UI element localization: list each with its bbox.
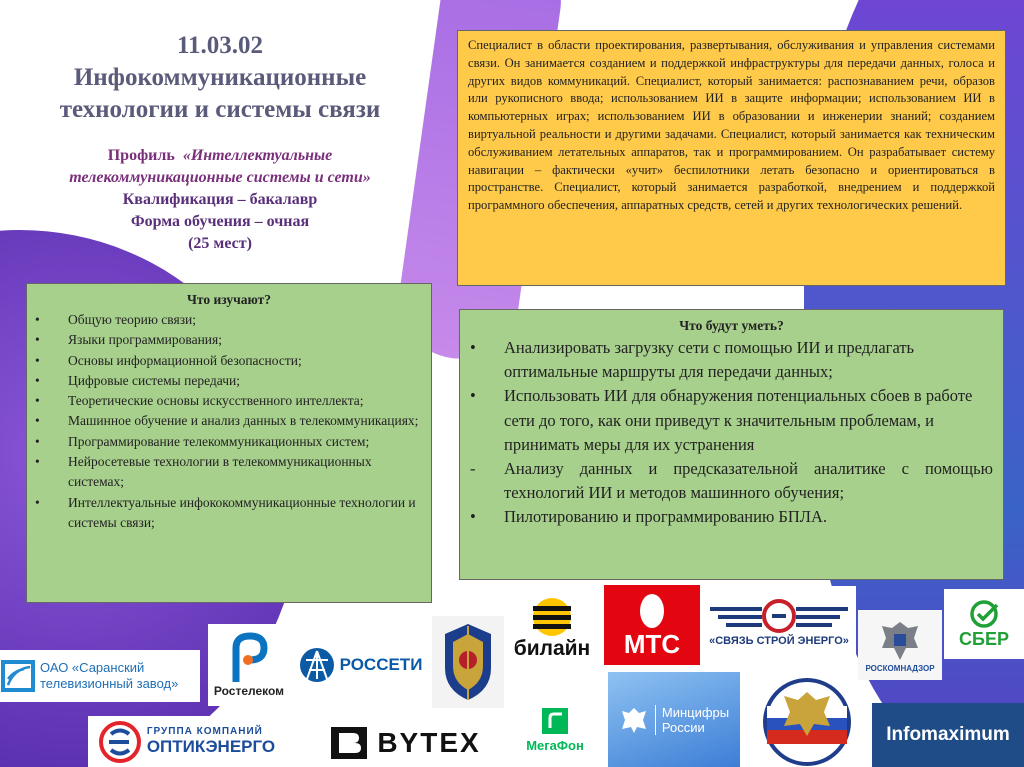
mts-name: МТС — [623, 629, 681, 659]
sber-logo — [944, 589, 1024, 659]
svyaz-stroy-energo-logo — [702, 586, 856, 658]
mts-egg-icon — [637, 592, 667, 630]
saransk-name-line2: телевизионный завод» — [40, 676, 179, 691]
profile-block — [20, 145, 420, 255]
sber-check-icon — [967, 599, 1001, 629]
skills-heading: Что будут уметь? — [679, 318, 784, 333]
infomaximum-logo — [872, 703, 1024, 767]
rostelecom-icon — [226, 632, 272, 684]
study-subjects-box — [26, 283, 432, 603]
rosseti-name: РОССЕТИ — [339, 655, 423, 674]
program-title-line2: технологии и системы связи — [59, 96, 381, 123]
saransk-tv-logo — [0, 650, 200, 702]
program-code: 11.03.02 — [176, 32, 264, 59]
list-item: • Машинное обучение и анализ данных в телекоммуникациях; — [35, 413, 419, 429]
skills-box — [459, 309, 1004, 580]
page-title — [20, 30, 420, 126]
list-item: • Основы информационной безопасности; — [35, 352, 302, 368]
mvd-logo — [746, 676, 868, 767]
optikenergo-name: ОПТИКЭНЕРГО — [146, 737, 276, 756]
mincifry-eagle-icon — [619, 705, 649, 735]
megafon-logo — [506, 690, 604, 767]
bytex-icon — [329, 725, 369, 761]
specialist-description-text: Специалист в области проектирования, развертывания, обслуживания и управления системами связи. Он занимается созданием и поддержкой инфраструктуры для передачи данных, голоса и других видов коммуникаций. Специалист, который занимается: распознаванием речи, образов или рукописного ввода; использованием ИИ в защите информации; использованием ИИ в компьютерных играх; использованием ИИ в образовании и инженерии знаний; созданием виртуальной реальности и другими задачами. Специалист, который занимается как техническим обслуживанием летательных аппаратов, так и программированием. Он разрабатывает систему навигации – фактически «учит» беспилотники летать безопасно и ориентироваться в пространстве. Специалист, который занимается разработкой, внедрением и поддержкой программного обеспечения, аппаратных средств, сетей и других технологических решений. — [468, 38, 995, 213]
bytex-name: BYTEX — [377, 727, 481, 758]
study-list — [35, 310, 423, 533]
study-form: Форма обучения – очная — [130, 213, 310, 230]
profile-label: Профиль — [107, 147, 175, 164]
rosseti-logo — [290, 626, 430, 704]
specialist-description-box — [457, 30, 1006, 286]
fsb-emblem-icon — [439, 620, 497, 704]
seats-count: (25 мест) — [188, 235, 252, 252]
rostelecom-logo — [208, 624, 290, 706]
infomaximum-name: Infomaximum — [886, 724, 1010, 745]
qualification: Квалификация – бакалавр — [122, 191, 318, 208]
profile-name-line2: телекоммуникационные системы и сети» — [69, 169, 371, 186]
roskomnadzor-eagle-icon — [878, 618, 922, 664]
saransk-name-line1: ОАО «Саранский — [40, 660, 145, 675]
rostelecom-name: Ростелеком — [213, 684, 285, 698]
list-item: • Интеллектуальные инфококоммуникационные технологии и системы связи; — [35, 494, 416, 530]
optikenergo-group-label: ГРУППА КОМПАНИЙ — [146, 726, 263, 737]
profile-name-line1: «Интеллектуальные — [182, 147, 333, 164]
beeline-logo — [506, 588, 598, 670]
list-item: - Анализу данных и предсказательной аналитике с помощью технологий ИИ и методов машинного обучения; — [470, 459, 993, 503]
rosseti-icon — [298, 646, 336, 684]
mincifry-name-line2: России — [661, 719, 705, 735]
roskomnadzor-name: РОСКОМНАДЗОР — [865, 663, 935, 673]
saransk-tv-icon — [0, 659, 40, 693]
list-item: • Языки программирования; — [35, 332, 222, 348]
mvd-name: МВД — [792, 742, 822, 757]
list-item: • Использовать ИИ для обнаружения потенциальных сбоев в работе сети до того, как они приведут к значительным проблемам, и принимать меры для их устранения — [470, 386, 973, 454]
mincifry-logo — [608, 672, 740, 767]
bytex-logo — [306, 719, 504, 767]
svyaz-wings-icon — [704, 597, 854, 635]
list-item: • Программирование телекоммуникационных систем; — [35, 433, 370, 449]
list-item: • Нейросетевые технологии в телекоммуникационных системах; — [35, 454, 372, 490]
beeline-name: билайн — [513, 637, 591, 660]
study-heading: Что изучают? — [186, 292, 272, 307]
program-title-line1: Инфокоммуникационные — [73, 64, 367, 91]
list-item: • Теоретические основы искусственного интеллекта; — [35, 393, 364, 409]
list-item: • Общую теорию связи; — [35, 312, 197, 327]
mincifry-name-line1: Минцифры — [661, 704, 730, 720]
roskomnadzor-logo — [858, 610, 942, 680]
optikenergo-logo — [88, 716, 286, 767]
list-item: • Анализировать загрузку сети с помощью ИИ и предлагать оптимальные маршруты для передачи данных; — [470, 338, 915, 382]
megafon-icon — [538, 704, 572, 738]
fsb-emblem — [432, 616, 504, 708]
beeline-icon — [532, 597, 572, 637]
mts-logo — [604, 585, 700, 665]
svyaz-name: «СВЯЗЬ СТРОЙ ЭНЕРГО» — [709, 635, 849, 647]
sber-name: СБЕР — [959, 628, 1009, 649]
list-item: • Цифровые системы передачи; — [35, 372, 240, 388]
list-item: • Пилотированию и программированию БПЛА. — [470, 507, 828, 527]
megafon-name: МегаФон — [526, 738, 584, 753]
optikenergo-icon — [99, 721, 141, 763]
